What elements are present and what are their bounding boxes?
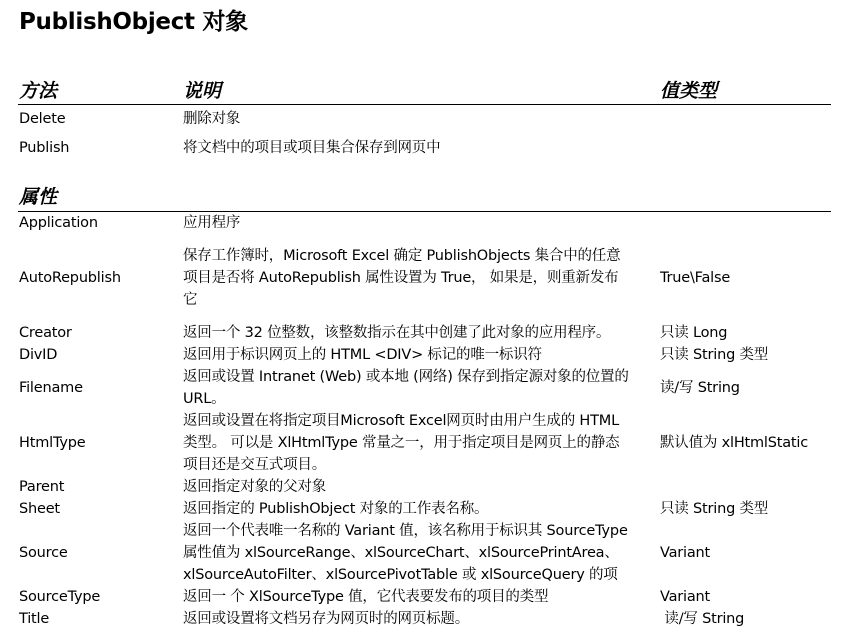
- properties-heading: 属性: [19, 186, 58, 208]
- row-description: 返回或设置在将指定项目Microsoft Excel网页时由用户生成的 HTML: [183, 413, 619, 429]
- row-description: 返回一 个 XlSourceType 值，它代表要发布的项目的类型: [183, 589, 549, 605]
- row-value-type: True\False: [660, 270, 731, 286]
- row-name: HtmlType: [19, 435, 86, 451]
- row-description: 它: [183, 292, 198, 308]
- row-value-type: 读/写 String: [660, 380, 740, 396]
- row-value-type: Variant: [660, 589, 711, 605]
- row-name: Application: [19, 215, 98, 231]
- row-description: 应用程序: [183, 215, 241, 231]
- row-name: AutoRepublish: [19, 270, 121, 286]
- page-title: PublishObject 对象: [19, 9, 248, 35]
- row-description: 返回或设置将文档另存为网页时的网页标题。: [183, 611, 469, 627]
- row-name: DivID: [19, 347, 58, 363]
- row-name: Title: [19, 611, 50, 627]
- row-description: xlSourceAutoFilter、xlSourcePivotTable 或 xlSourceQuery 的项: [183, 567, 618, 583]
- row-description: 属性值为 xlSourceRange、xlSourceChart、xlSourcePrintArea、: [183, 545, 619, 561]
- row-description: 返回一个代表唯一名称的 Variant 值，该名称用于标识其 SourceType: [183, 523, 628, 539]
- row-description: 返回一个 32 位整数，该整数指示在其中创建了此对象的应用程序。: [183, 325, 611, 341]
- row-description: 将文档中的项目或项目集合保存到网页中: [183, 140, 441, 156]
- row-name: Publish: [19, 140, 70, 156]
- row-description: 返回或设置 Intranet (Web) 或本地 (网络) 保存到指定源对象的位置的: [183, 369, 629, 385]
- row-description: 返回指定对象的父对象: [183, 479, 326, 495]
- row-value-type: 只读 String 类型: [660, 347, 769, 363]
- row-name: Source: [19, 545, 68, 561]
- row-name: Delete: [19, 111, 66, 127]
- methods-divider: [18, 104, 831, 105]
- row-description: 类型。 可以是 XlHtmlType 常量之一，用于指定项目是网页上的静态: [183, 435, 620, 451]
- row-description: 保存工作簿时，Microsoft Excel 确定 PublishObjects 集合中的任意: [183, 248, 621, 264]
- row-value-type: 默认值为 xlHtmlStatic: [660, 435, 809, 451]
- properties-divider: [18, 211, 831, 212]
- row-description: 项目还是交互式项目。: [183, 457, 326, 473]
- methods-header-type: 值类型: [660, 80, 718, 102]
- row-description: 删除对象: [183, 111, 241, 127]
- row-value-type: 只读 String 类型: [660, 501, 769, 517]
- methods-header-desc: 说明: [183, 80, 222, 102]
- row-name: Creator: [19, 325, 72, 341]
- row-description: URL。: [183, 391, 226, 407]
- row-value-type: Variant: [660, 545, 711, 561]
- row-value-type: 读/写 String: [660, 611, 745, 627]
- row-name: Parent: [19, 479, 65, 495]
- row-description: 返回指定的 PublishObject 对象的工作表名称。: [183, 501, 489, 517]
- row-description: 项目是否将 AutoRepublish 属性设置为 True， 如果是，则重新发布: [183, 270, 619, 286]
- row-value-type: 只读 Long: [660, 325, 728, 341]
- row-name: Sheet: [19, 501, 60, 517]
- row-description: 返回用于标识网页上的 HTML <DIV> 标记的唯一标识符: [183, 347, 542, 363]
- row-name: Filename: [19, 380, 83, 396]
- methods-header-name: 方法: [19, 80, 58, 102]
- row-name: SourceType: [19, 589, 101, 605]
